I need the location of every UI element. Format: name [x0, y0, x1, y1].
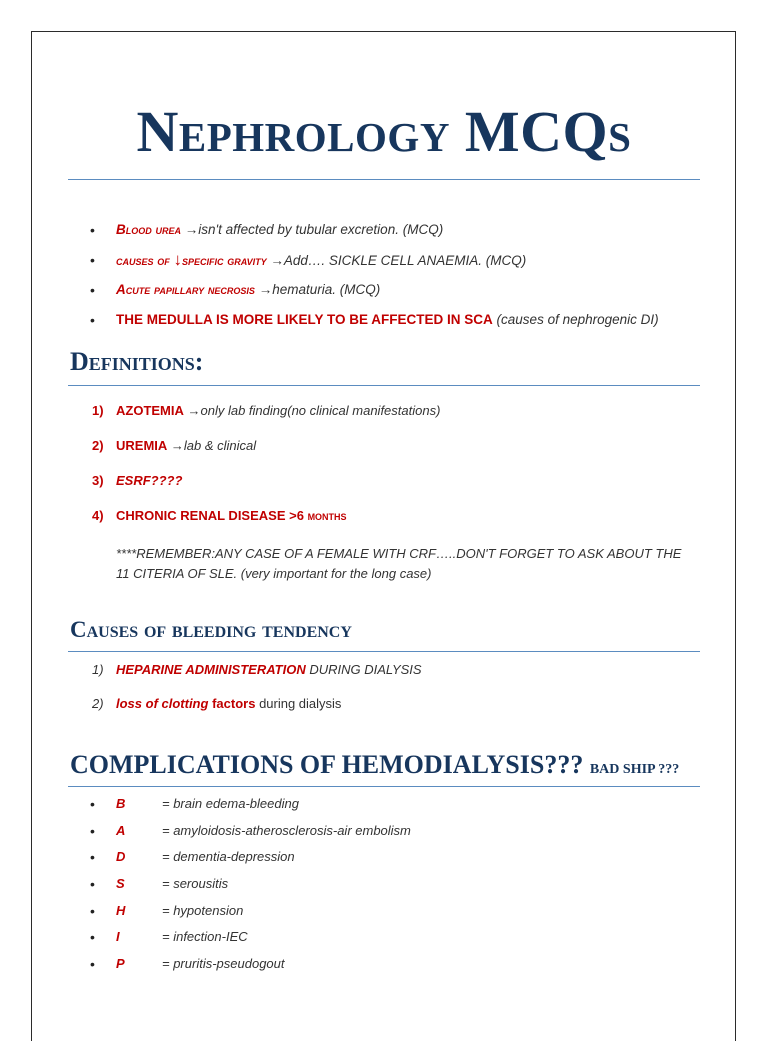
- term: loss of clotting: [116, 696, 209, 711]
- arrow-icon: →: [170, 438, 184, 453]
- definitions-heading: Definitions:: [70, 347, 204, 376]
- item-text: = amyloidosis-atherosclerosis-air embolism: [162, 822, 411, 838]
- bullet: •: [90, 849, 95, 866]
- mnemonic-letter: I: [116, 929, 120, 945]
- bullet: •: [90, 252, 95, 268]
- list-item: [90, 278, 659, 308]
- definitions-divider: [68, 385, 700, 386]
- item-text: = pruritis-pseudogout: [162, 956, 285, 972]
- mnemonic-letter: S: [116, 876, 125, 892]
- bullet: •: [90, 822, 95, 839]
- title-divider: [68, 179, 700, 180]
- item-text: during dialysis: [259, 696, 342, 711]
- mnemonic-letter: B: [116, 796, 126, 811]
- term: AZOTEMIA: [116, 403, 184, 418]
- term: causes of: [116, 253, 170, 268]
- bullet: •: [90, 956, 95, 973]
- mnemonic-letter: D: [116, 849, 126, 865]
- hemodialysis-title: COMPLICATIONS OF HEMODIALYSIS???: [70, 750, 584, 779]
- bullet: •: [90, 929, 95, 946]
- hemodialysis-subtitle: BAD SHIP ???: [589, 762, 680, 777]
- term: THE MEDULLA IS MORE LIKELY TO BE AFFECTED IN SCA: [116, 312, 493, 327]
- item-number: 2): [92, 438, 104, 453]
- item-text: only lab finding(no clinical manifestations): [200, 403, 441, 418]
- item-number: 1): [92, 403, 104, 418]
- item-text: Add…. SICKLE CELL ANAEMIA. (MCQ): [283, 253, 527, 268]
- term: CHRONIC RENAL DISEASE >6: [116, 508, 304, 523]
- item-text: DURING DIALYSIS: [309, 662, 422, 677]
- term: months: [307, 508, 347, 523]
- list-item: [90, 308, 659, 338]
- mnemonic-letter: P: [116, 956, 125, 972]
- bleeding-heading: Causes of bleeding tendency: [70, 617, 352, 642]
- arrow-icon: →: [270, 253, 284, 268]
- document-page: [31, 31, 736, 1041]
- item-text: isn't affected by tubular excretion. (MCQ): [198, 222, 444, 237]
- bullet: •: [90, 282, 95, 298]
- term: Blood urea: [116, 222, 181, 237]
- hemodialysis-heading: [70, 750, 679, 780]
- list-item: [90, 218, 659, 248]
- page-title: Nephrology MCQs: [136, 99, 632, 164]
- item-number: 1): [92, 662, 104, 677]
- down-arrow-icon: ↓: [173, 250, 183, 269]
- bullet: •: [90, 796, 95, 812]
- mnemonic-letter: H: [116, 902, 126, 918]
- term: Acute papillary necrosis: [116, 282, 255, 297]
- item-text: = hypotension: [162, 902, 244, 918]
- item-number: 4): [92, 508, 104, 523]
- list-item: [90, 248, 659, 278]
- item-number: 3): [92, 473, 104, 488]
- bullet: •: [90, 902, 95, 919]
- item-number: 2): [92, 696, 104, 711]
- remember-note: ****REMEMBER:ANY CASE OF A FEMALE WITH CRF…..DON'T FORGET TO ASK ABOUT THE 11 CITERIA OF SLE. (very important for the long case): [116, 546, 682, 581]
- bleeding-divider: [68, 651, 700, 652]
- term: HEPARINE ADMINISTERATION: [116, 662, 306, 677]
- intro-list: [90, 218, 659, 338]
- item-text: hematuria. (MCQ): [272, 282, 381, 297]
- item-text: = serousitis: [162, 876, 229, 892]
- item-text: = brain edema-bleeding: [162, 796, 299, 811]
- term: factors: [212, 696, 256, 711]
- item-text: = infection-IEC: [162, 929, 248, 945]
- term: ESRF????: [116, 473, 183, 488]
- mnemonic-letter: A: [116, 822, 126, 838]
- bullet: •: [90, 876, 95, 893]
- arrow-icon: →: [258, 282, 273, 297]
- item-text: = dementia-depression: [162, 849, 295, 865]
- item-text: lab & clinical: [183, 438, 257, 453]
- term: specific gravity: [182, 253, 267, 268]
- bullet: •: [90, 312, 95, 328]
- hemodialysis-divider: [68, 786, 700, 787]
- bullet: •: [90, 222, 95, 238]
- item-text: (causes of nephrogenic DI): [496, 312, 659, 327]
- arrow-icon: →: [184, 222, 199, 237]
- term: UREMIA: [116, 438, 168, 453]
- arrow-icon: →: [187, 403, 201, 418]
